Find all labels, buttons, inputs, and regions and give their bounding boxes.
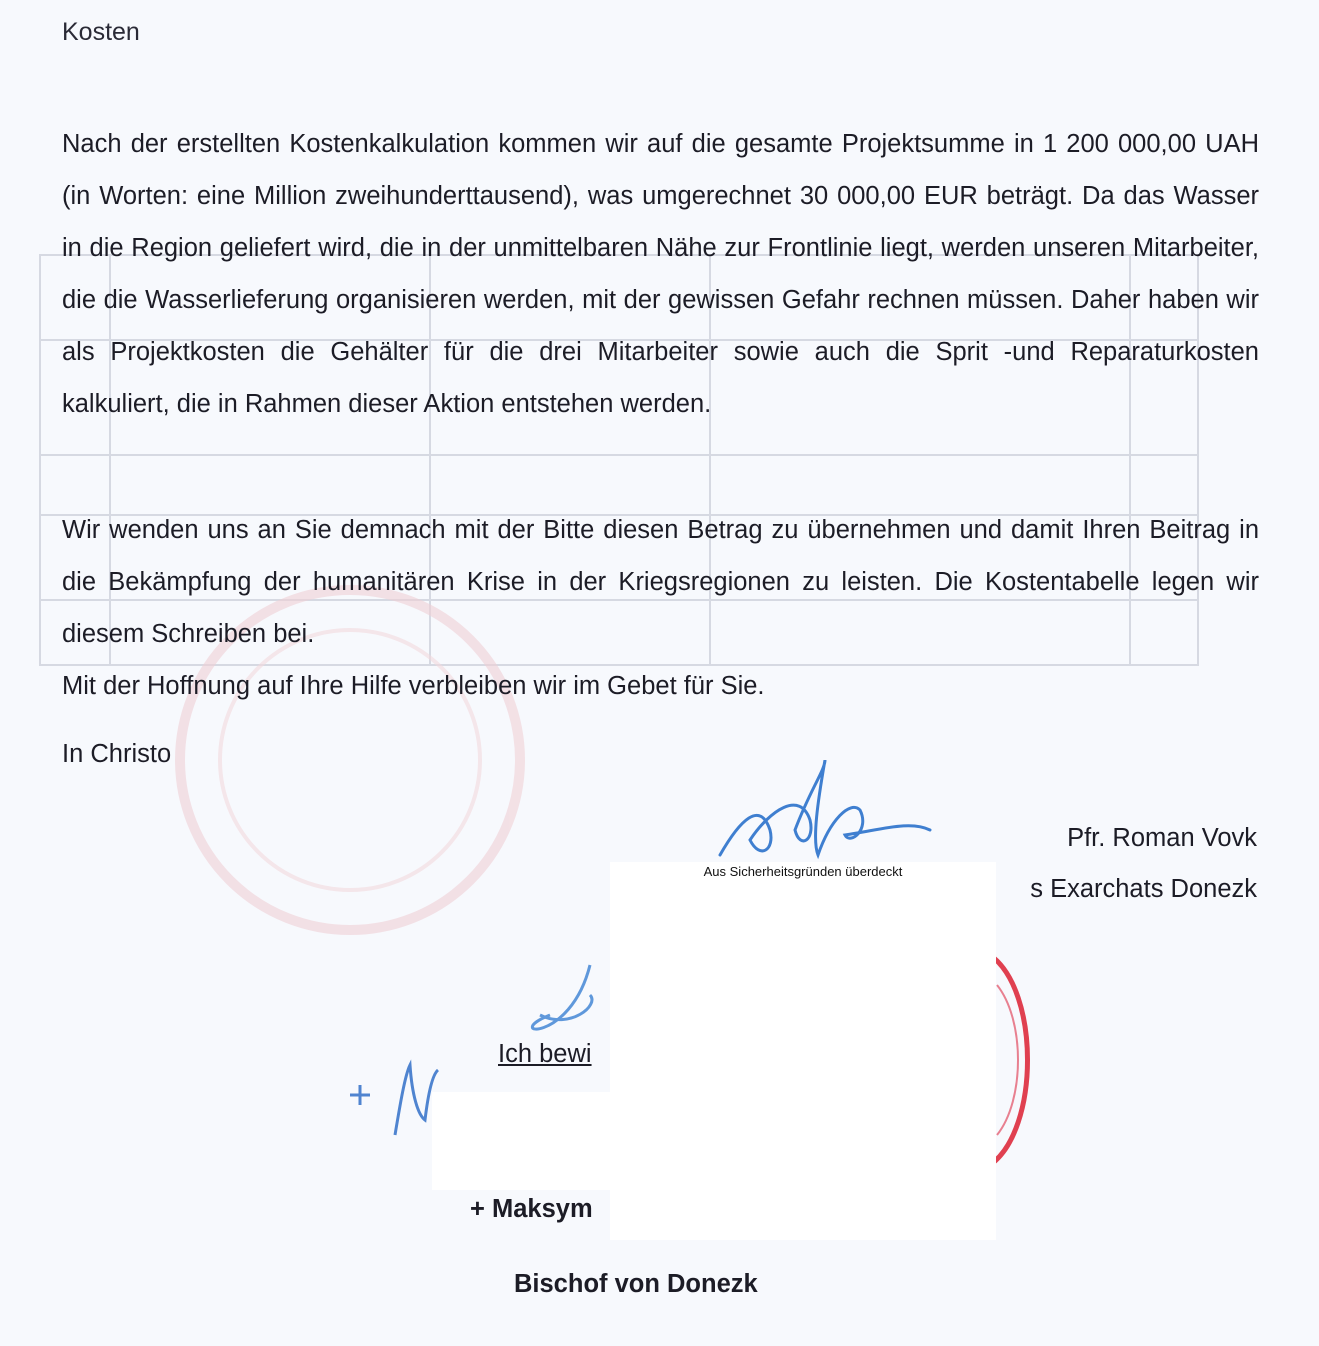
paragraph-request: Wir wenden uns an Sie demnach mit der Bitte diesen Betrag zu übernehmen und damit Ihren Beitrag in die Bekämpfung der humanitären Krise in der Kriegsregionen zu leisten. Die Kostentabelle legen wir diesem Schreiben bei. bbox=[62, 516, 1259, 648]
paragraph-hope: Mit der Hoffnung auf Ihre Hilfe verbleiben wir im Gebet für Sie. bbox=[62, 672, 765, 700]
bishop-name: + Maksym bbox=[470, 1195, 593, 1223]
signatory-role: s Exarchats Donezk bbox=[1030, 875, 1257, 903]
bishop-title: Bischof von Donezk bbox=[514, 1270, 758, 1298]
confirmation-text: Ich bewi bbox=[498, 1040, 592, 1068]
redaction-box-small bbox=[432, 1092, 612, 1190]
redaction-box bbox=[610, 862, 996, 1240]
closing-greeting: In Christo bbox=[62, 740, 172, 768]
section-heading: Kosten bbox=[62, 18, 140, 46]
redaction-note: Aus Sicherheitsgründen überdeckt bbox=[703, 864, 903, 879]
signatory-name: Pfr. Roman Vovk bbox=[1067, 824, 1257, 852]
paragraph-costs: Nach der erstellten Kostenkalkulation kommen wir auf die gesamte Projektsumme in 1 200 000,00 UAH (in Worten: eine Million zweihunderttausend), was umgerechnet 30 000,00 EUR beträgt. Da das Wasser in die Region geliefert wird, die in der unmittelbaren Nähe zur Frontlinie liegt, werden unseren Mitarbeiter, die die Wasserlieferung organisieren werden, mit der gewissen Gefahr rechnen müssen. Daher haben wir als Projektkosten die Gehälter für die drei Mitarbeiter sowie auch die Sprit -und Reparaturkosten kalkuliert, die in Rahmen dieser Aktion entstehen werden. bbox=[62, 130, 1259, 418]
